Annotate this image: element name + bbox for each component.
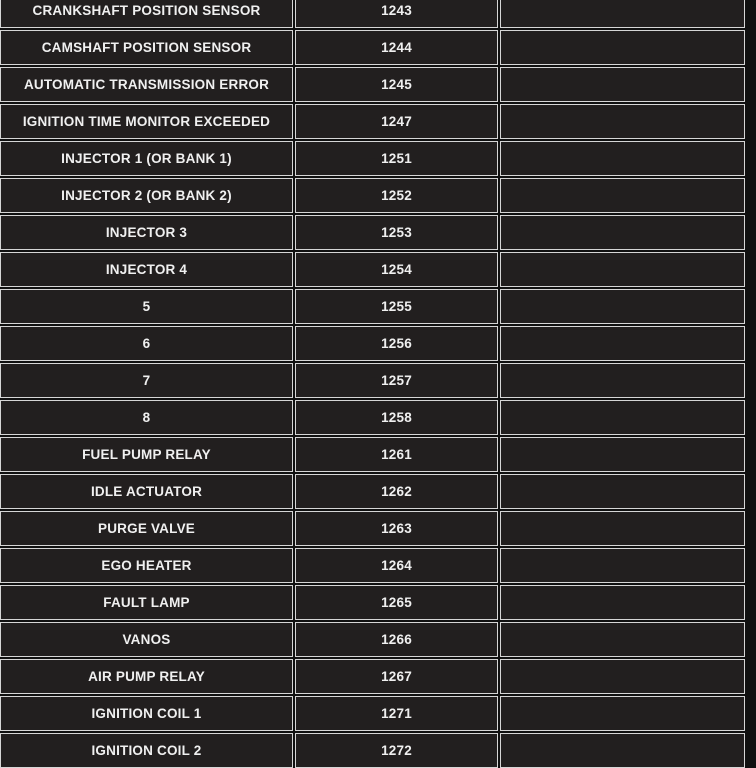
fault-description-cell: 7	[0, 363, 293, 398]
fault-description-cell: FUEL PUMP RELAY	[0, 437, 293, 472]
fault-code-cell: 1261	[295, 437, 498, 472]
fault-description-cell: IGNITION TIME MONITOR EXCEEDED	[0, 104, 293, 139]
notes-cell	[500, 363, 745, 398]
notes-cell	[500, 30, 745, 65]
fault-code-cell: 1265	[295, 585, 498, 620]
table-row	[0, 400, 745, 435]
notes-cell	[500, 585, 745, 620]
fault-code-cell: 1255	[295, 289, 498, 324]
notes-cell	[500, 548, 745, 583]
fault-code-cell: 1266	[295, 622, 498, 657]
table-row	[0, 326, 745, 361]
notes-cell	[500, 141, 745, 176]
fault-description-cell: INJECTOR 1 (OR BANK 1)	[0, 141, 293, 176]
table-row	[0, 659, 745, 694]
table-row	[0, 511, 745, 546]
table-row	[0, 215, 745, 250]
notes-cell	[500, 400, 745, 435]
notes-cell	[500, 215, 745, 250]
fault-description-cell: CRANKSHAFT POSITION SENSOR	[0, 0, 293, 28]
fault-code-cell: 1251	[295, 141, 498, 176]
table-row	[0, 585, 745, 620]
fault-code-cell: 1264	[295, 548, 498, 583]
fault-code-cell: 1267	[295, 659, 498, 694]
table-row	[0, 67, 745, 102]
fault-code-cell: 1262	[295, 474, 498, 509]
notes-cell	[500, 178, 745, 213]
fault-description-cell: FAULT LAMP	[0, 585, 293, 620]
fault-description-cell: 6	[0, 326, 293, 361]
fault-description-cell: IGNITION COIL 1	[0, 696, 293, 731]
notes-cell	[500, 67, 745, 102]
fault-description-cell: VANOS	[0, 622, 293, 657]
fault-code-cell: 1254	[295, 252, 498, 287]
notes-cell	[500, 104, 745, 139]
table-row	[0, 474, 745, 509]
fault-description-cell: 5	[0, 289, 293, 324]
fault-description-cell: EGO HEATER	[0, 548, 293, 583]
table-row	[0, 252, 745, 287]
notes-cell	[500, 437, 745, 472]
notes-cell	[500, 474, 745, 509]
notes-cell	[500, 733, 745, 768]
table-row	[0, 733, 745, 768]
fault-description-cell: AIR PUMP RELAY	[0, 659, 293, 694]
fault-description-cell: AUTOMATIC TRANSMISSION ERROR	[0, 67, 293, 102]
notes-cell	[500, 326, 745, 361]
fault-code-cell: 1253	[295, 215, 498, 250]
fault-description-cell: PURGE VALVE	[0, 511, 293, 546]
fault-code-cell: 1271	[295, 696, 498, 731]
fault-description-cell: INJECTOR 4	[0, 252, 293, 287]
fault-code-cell: 1244	[295, 30, 498, 65]
table-row	[0, 0, 745, 28]
notes-cell	[500, 0, 745, 28]
fault-code-cell: 1245	[295, 67, 498, 102]
fault-code-cell: 1263	[295, 511, 498, 546]
fault-description-cell: 8	[0, 400, 293, 435]
fault-code-cell: 1258	[295, 400, 498, 435]
table-row	[0, 437, 745, 472]
notes-cell	[500, 659, 745, 694]
fault-description-cell: IGNITION COIL 2	[0, 733, 293, 768]
notes-cell	[500, 622, 745, 657]
table-row	[0, 696, 745, 731]
table-row	[0, 289, 745, 324]
fault-code-cell: 1252	[295, 178, 498, 213]
fault-code-cell: 1257	[295, 363, 498, 398]
fault-description-cell: CAMSHAFT POSITION SENSOR	[0, 30, 293, 65]
notes-cell	[500, 252, 745, 287]
fault-code-cell: 1247	[295, 104, 498, 139]
table-row	[0, 363, 745, 398]
table-row	[0, 622, 745, 657]
table-row	[0, 141, 745, 176]
table-row	[0, 548, 745, 583]
notes-cell	[500, 511, 745, 546]
fault-code-cell: 1272	[295, 733, 498, 768]
fault-description-cell: INJECTOR 2 (OR BANK 2)	[0, 178, 293, 213]
fault-code-cell: 1256	[295, 326, 498, 361]
fault-code-cell: 1243	[295, 0, 498, 28]
fault-description-cell: INJECTOR 3	[0, 215, 293, 250]
notes-cell	[500, 289, 745, 324]
table-row	[0, 178, 745, 213]
table-row	[0, 30, 745, 65]
notes-cell	[500, 696, 745, 731]
table-row	[0, 104, 745, 139]
fault-description-cell: IDLE ACTUATOR	[0, 474, 293, 509]
